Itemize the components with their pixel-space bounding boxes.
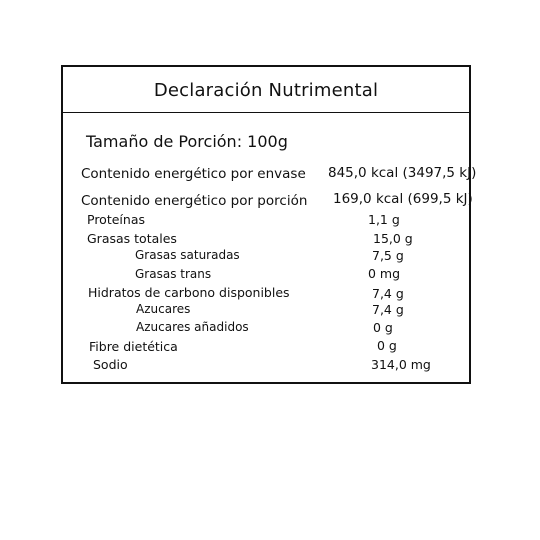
nutrient-label-sodium: Sodio [93, 357, 128, 372]
nutrient-label-trans-fat: Grasas trans [135, 267, 212, 281]
nutrient-label-sugars: Azucares [136, 302, 191, 316]
nutrient-label-total-fat: Grasas totales [87, 231, 177, 246]
title-bar [63, 67, 469, 113]
nutrient-label-fiber: Fibre dietética [89, 339, 178, 354]
serving-size: Tamaño de Porción: 100g [86, 132, 288, 151]
energy-per-serving-label: Contenido energético por porción [81, 193, 308, 209]
nutrient-value-sugars: 7,4 g [372, 302, 404, 317]
energy-per-serving-value: 169,0 kcal (699,5 kJ) [333, 191, 473, 207]
nutrient-label-added-sugars: Azucares añadidos [136, 320, 249, 334]
nutrient-value-added-sugars: 0 g [373, 320, 393, 335]
nutrient-value-fiber: 0 g [377, 338, 397, 353]
nutrient-value-proteins: 1,1 g [368, 212, 400, 227]
nutrient-value-carbohydrates: 7,4 g [372, 286, 404, 301]
nutrient-value-total-fat: 15,0 g [373, 231, 413, 246]
nutrient-value-trans-fat: 0 mg [368, 266, 401, 281]
energy-per-package-label: Contenido energético por envase [81, 166, 306, 182]
nutrient-label-saturated-fat: Grasas saturadas [135, 248, 240, 262]
label-title: Declaración Nutrimental [153, 80, 379, 101]
nutrition-label [61, 65, 477, 384]
nutrient-label-proteins: Proteínas [87, 212, 145, 227]
nutrient-value-sodium: 314,0 mg [371, 357, 431, 372]
nutrient-value-saturated-fat: 7,5 g [372, 248, 404, 263]
energy-per-package-value: 845,0 kcal (3497,5 kJ) [328, 165, 477, 181]
nutrient-label-carbohydrates: Hidratos de carbono disponibles [88, 285, 290, 300]
